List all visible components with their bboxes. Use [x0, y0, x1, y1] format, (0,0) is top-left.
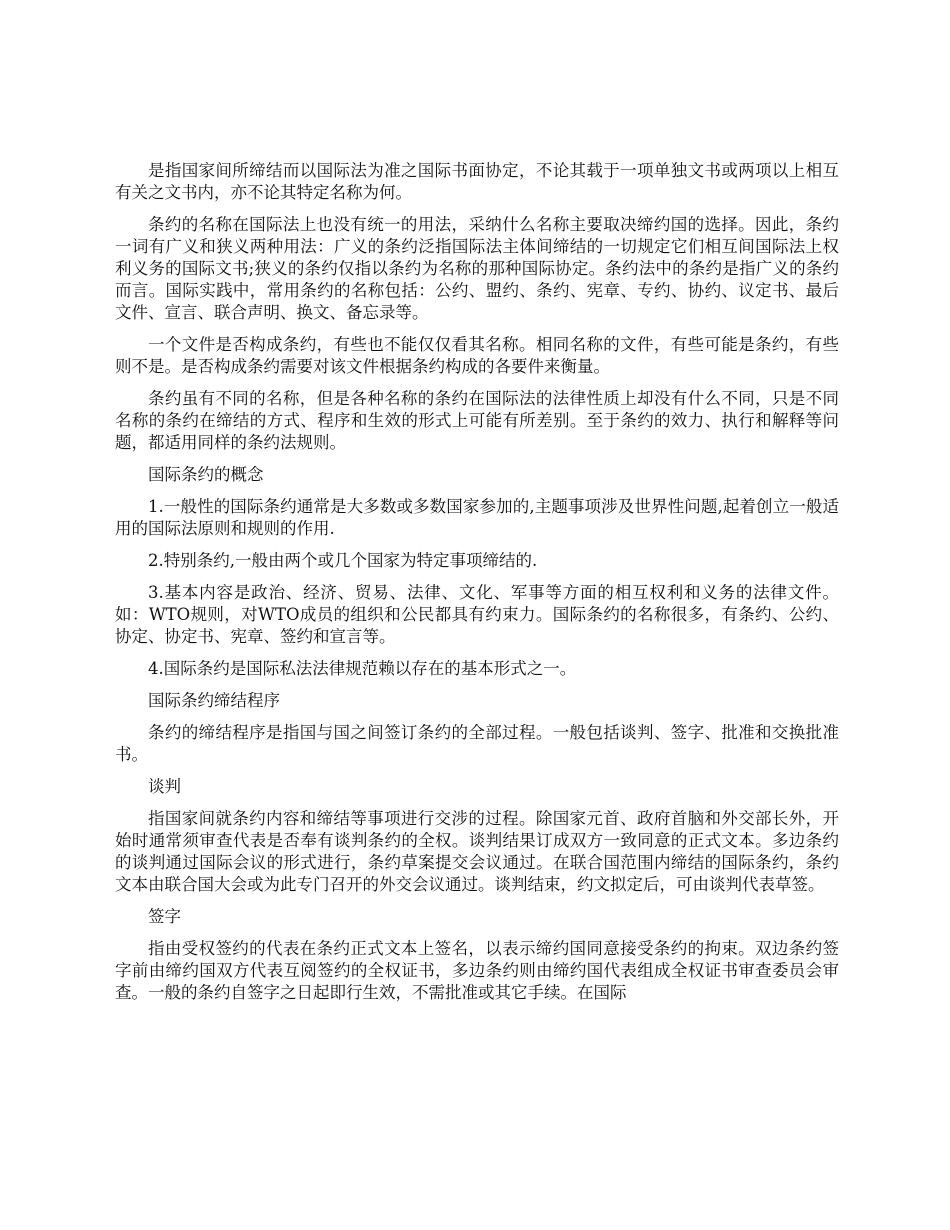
heading-negotiation: 谈判 [148, 777, 181, 796]
heading-signature: 签字 [148, 907, 181, 926]
paragraph-signature: 指由受权签约的代表在条约正式文本上签名，以表示缔约国同意接受条约的拘束。双边条约签字前由缔约国双方代表互阅签约的全权证书，多边条约则由缔约国代表组成全权证书审查委员会审查。一般的条约自签字之日起即行生效，不需批准或其它手续。在国际 [115, 939, 839, 1002]
paragraph-concept-4: 4.国际条约是国际私法法律规范赖以存在的基本形式之一。 [148, 659, 577, 678]
paragraph-legal-nature: 条约虽有不同的名称，但是各种名称的条约在国际法的法律性质上却没有什么不同，只是不同名称的条约在缔结的方式、程序和生效的形式上可能有所差别。至于条约的效力、执行和解释等问题，都适用同样的条约法规则。 [115, 389, 839, 452]
paragraph-procedure-overview: 条约的缔结程序是指国与国之间签订条约的全部过程。一般包括谈判、签字、批准和交换批准书。 [115, 723, 839, 764]
paragraph-concept-3: 3.基本内容是政治、经济、贸易、法律、文化、军事等方面的相互权利和义务的法律文件。如：WTO规则，对WTO成员的组织和公民都具有约束力。国际条约的名称很多，有条约、公约、协定、协定书、宪章、签约和宣言等。 [115, 583, 839, 646]
document-body [115, 160, 839, 1014]
heading-conclusion-procedure: 国际条约缔结程序 [148, 691, 280, 710]
paragraph-negotiation: 指国家间就条约内容和缔结等事项进行交涉的过程。除国家元首、政府首脑和外交部长外，开始时通常须审查代表是否奉有谈判条约的全权。谈判结果订成双方一致同意的正式文本。多边条约的谈判通过国际会议的形式进行，条约草案提交会议通过。在联合国范围内缔结的国际条约，条约文本由联合国大会或为此专门召开的外交会议通过。谈判结束，约文拟定后，可由谈判代表草签。 [115, 809, 839, 894]
paragraph-concept-1: 1.一般性的国际条约通常是大多数或多数国家参加的,主题事项涉及世界性问题,起着创立一般适用的国际法原则和规则的作用. [115, 497, 839, 538]
paragraph-concept-2: 2.特别条约,一般由两个或几个国家为特定事项缔结的. [148, 551, 538, 570]
paragraph-treaty-definition: 是指国家间所缔结而以国际法为准之国际书面协定，不论其载于一项单独文书或两项以上相互有关之文书内，亦不论其特定名称为何。 [115, 161, 839, 202]
heading-treaty-concept: 国际条约的概念 [148, 465, 264, 484]
paragraph-treaty-names: 条约的名称在国际法上也没有统一的用法，采纳什么名称主要取决缔约国的选择。因此，条约一词有广义和狭义两种用法：广义的条约泛指国际法主体间缔结的一切规定它们相互间国际法上权利义务的国际文书;狭义的条约仅指以条约为名称的那种国际协定。条约法中的条约是指广义的条约而言。国际实践中，常用条约的名称包括：公约、盟约、条约、宪章、专约、协约、议定书、最后文件、宣言、联合声明、换文、备忘录等。 [115, 215, 839, 322]
paragraph-name-vs-nature: 一个文件是否构成条约，有些也不能仅仅看其名称。相同名称的文件，有些可能是条约，有些则不是。是否构成条约需要对该文件根据条约构成的各要件来衡量。 [115, 335, 839, 376]
